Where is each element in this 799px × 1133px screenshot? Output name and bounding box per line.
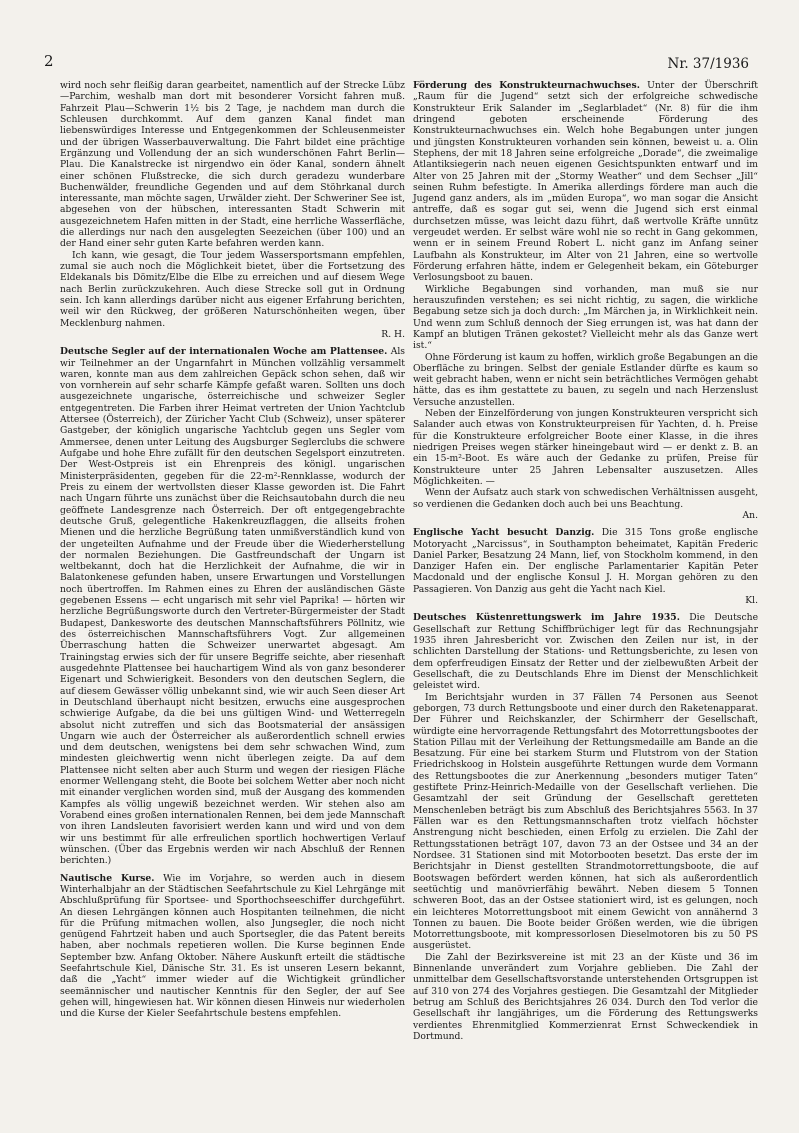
paragraph-text: R. H.: [381, 328, 405, 340]
paragraph-text: Die Deutsche Gesellschaft zur Rettung Schiffbrüchiger legt für das Rechnungsjahr 1935 ihren Jahresbericht vor. Zwischen den Zeilen nur ist, in der schlichten Darstellung der Stations- und Rettungsberichte, zu lesen von dem opferfreudigen Einsatz der Retter und der zielbewußten Arbeit der Gesellschaft, die zu Deutschlands Ehre im Dienst der Menschlichkeit geleistet wird.: [413, 612, 759, 692]
paragraph-text: Als wir Teilnehmer an der Ungarnfahrt in München vollzählig versammelt waren, konnte man aus dem zahlreichen Gepäck schon sehen, daß wir von vornherein auf sehr scharfe Kämpfe gefaßt waren. Sollten uns doch ausgezeichnete ungarische, österreichische und schweizer Segler entgegentreten. Die Farben ihrer Heimat vertreten der Union Yachtclub Attersee (Österreich), der Züricher Yacht Club (Schweiz), unser späterer Gastgeber, der königlich ungarische Yachtclub gegen uns Segler vom Ammersee, denen unter Leitung des Augsburger Seglerclubs die schwere Aufgabe und hohe Ehre zufällt für den deutschen Segelsport einzutreten. Der West-Ostpreis ist ein Ehrenpreis des königl. ungarischen Ministerpräsidenten, gegeben für die 22-m²-Rennklasse, wodurch der Preis zu einem der wertvollsten dieser Klasse geworden ist. Die Fahrt nach Ungarn führte uns zunächst über die Reichsautobahn durch die neu geöffnete Landesgrenze nach Österreich. Der oft entgegengebrachte deutsche Gruß, gelegentliche Hakenkreuzflaggen, die allseits frohen Mienen und die herzliche Begrüßung taten unmißverständlich kund von der ungeteilten Aufnahme und der Freude über die Wiederherstellung der normalen Beziehungen. Die Gastfreundschaft der Ungarn ist weltbekannt, doch hat die Herzlichkeit der Aufnahme, die wir in Balatonkenese gefunden haben, unsere Erwartungen und Vorstellungen noch übertroffen. Im Rahmen eines zu Ehren der ausländischen Gäste gegebenen Essens — echt ungarisch mit sehr viel Paprika! — hörten wir herzliche Begrüßungsworte durch den Vertreter-Bürgermeister der Stadt Budapest, Dankesworte des deutschen Mannschaftsführers Pöllnitz, wie des österreichischen Mannschaftsführers Vogt. Zur allgemeinen Überraschung hatten die Schweizer unerwartet abgesagt. Am Trainingstag erwies sich der für unsere Begriffe seichte, aber riesenhaft ausgedehnte Plattensee bei hauchartigem Wind als von ganz besonderer Eigenart und Schwierigkeit. Besonders von den deutschen Seglern, die auf diesem Gewässer völlig unbekannt sind, wie wir auch Seen dieser Art in Deutschland überhaupt nicht besitzen, erwuchs eine ausgesprochen schwierige Aufgabe, da die bei uns gültigen Wind- und Wetterregeln absolut nicht zutreffen und sich das Bootsmaterial der ansässigen Ungarn wie auch der Österreicher als außerordentlich schnell erwies und dem deutschen, wenigstens bei dem sehr schwachen Wind, zum mindesten gleichwertig wenn nicht überlegen zeigte. Da auf dem Plattensee nicht selten aber auch Sturm und wegen der riesigen Fläche enormer Wellengang steht, die Boote bei solchem Wetter aber noch nicht mit einander verglichen worden sind, muß der Ausgang des kommenden Kampfes als völlig ungewiß bezeichnet werden. Wir stehen also am Vorabend eines großen internationalen Rennen, bei dem jede Mannschaft von ihren Landsleuten favorisiert werden kann und wird und von dem wir uns bestimmt für alle erfreulichen sportlich hochwertigen Verlauf wünschen. (Über das Ergebnis werden wir nach Abschluß der Rennen berichten.): [60, 346, 406, 867]
paragraph: [413, 284, 758, 352]
author-initials: [60, 329, 405, 340]
paragraph: [413, 80, 758, 284]
paragraph-text: Neben der Einzelförderung von jungen Konstrukteuren verspricht sich Salander auch etwas von Konstrukteurpreisen für Yachten, d. h. Preise für die Konstrukteure erfolgreicher Boote einer Klasse, in die ihres niedrigen Preises wegen stärker hineingebaut wird — er denkt z. B. an ein 15-m²-Boot. Es wäre auch der Gedanke zu prüfen, Preise für Konstrukteure unter 25 Jahren Lebensalter auszusetzen. Alles Möglichkeiten. —: [413, 408, 758, 487]
paragraph: [60, 346, 405, 866]
paragraph: [60, 873, 405, 1020]
section-heading: Deutsche Segler auf der internationalen Woche am Plattensee.: [60, 346, 388, 358]
paragraph: [413, 692, 758, 952]
section-heading: Nautische Kurse.: [60, 872, 155, 884]
author-initials: [413, 510, 758, 521]
paragraph: [413, 527, 758, 595]
paragraph-text: Die 315 Tons große englische Motoryacht „Narcissus“, in Southampton beheimatet, Kapitän Frederic Daniel Parker, Besatzung 24 Mann, lief, von Stockholm kommend, in den Danziger Hafen ein. Der englische Parlamentarier Kapitän Peter Macdonald und der englische Konsul J. H. Morgan gehören zu den Passagieren. Von Danzig aus geht die Yacht nach Kiel.: [413, 527, 759, 595]
paragraph: [413, 487, 758, 510]
section-heading: Englische Yacht besucht Danzig.: [413, 527, 595, 539]
paragraph: [413, 952, 758, 1043]
paragraph-text: Unter der Überschrift „Raum für die Jugend“ setzt sich der erfolgreiche schwedische Konstrukteur Erik Salander im „Seglarbladet“ (Nr. 8) für die ihm dringend geboten erscheinende Förderung des Konstrukteurnachwuchses ein. Welch hohe Begabungen unter jungen und jüngsten Konstrukteuren vorhanden sein können, beweist u. a. Olin Stephens, der mit 18 Jahren seine erfolgreiche „Dorade“, die zweimalige Atlantiksiegerin nach neuen eigenen Gesichtspunkten entwarf und im Alter von 25 Jahren mit der „Stormy Weather“ und dem Sechser „Jill“ seinen Ruhm befestigte. In Amerika allerdings fördere man auch die Jugend ganz anders, als im „müden Europa“, wo man sogar die Ansicht antreffe, daß es sogar gut sei, wenn die Jugend sich erst einmal durchsetzen müsse, was leicht dazu führt, daß wertvolle Kräfte unnütz vergeudet werden. Er selbst wäre wohl nie so recht in Gang gekommen, wenn er in seinem Freund Robert L. nicht ganz im Anfang seiner Laufbahn als Konstrukteur, im Alter von 21 Jahren, eine so wertvolle Förderung erfahren hätte, indem er Gelegenheit bekam, ein Göteburger Verlosungsboot zu bauen.: [413, 80, 758, 284]
paragraph: [413, 408, 758, 487]
paragraph-text: Die Zahl der Bezirksvereine ist mit 23 an der Küste und 36 im Binnenlande unverändert zum Vorjahre geblieben. Die Zahl der unmittelbar dem Gesellschaftsvorstande unterstehenden Ortsgruppen ist auf 310 von 274 des Vorjahres gestiegen. Die Gesamtzahl der Mitglieder betrug am Schluß des Berichtsjahres 26 034. Durch den Tod verlor die Gesellschaft ihr langjähriges, um die Förderung des Rettungswerks verdientes Ehrenmitglied Kommerzienrat Ernst Schweckendiek in Dortmund.: [413, 951, 758, 1042]
author-initials: [413, 595, 758, 606]
paragraph: [413, 612, 758, 691]
paragraph: [413, 352, 758, 409]
paragraph: [60, 80, 405, 250]
paragraph-text: Wirkliche Begabungen sind vorhanden, man muß sie nur herauszufinden verstehen; es sei nicht richtig, zu sagen, die wirkliche Begabung setze sich ja doch durch: „Im Märchen ja, in Wirklichkeit nein. Und wenn zum Schluß dennoch der Sieg errungen ist, was hat dann der Kampf an blutigen Tränen gekostet? Vielleicht mehr als das Ganze wert ist.“: [413, 283, 758, 352]
paragraph-text: Wenn der Aufsatz auch stark von schwedischen Verhältnissen ausgeht, so verdienen die Gedanken doch auch bei uns Beachtung.: [413, 487, 758, 510]
paragraph-text: Im Berichtsjahr wurden in 37 Fällen 74 Personen aus Seenot geborgen, 73 durch Rettungsboote und einer durch den Raketenapparat. Der Führer und Reichskanzler, der Schirmherr der Gesellschaft, würdigte eine hervorragende Rettungsfahrt des Motorrettungsbootes der Station Pillau mit der Verleihung der Rettungsmedaille am Bande an die Besatzung. Für eine bei starkem Sturm und Flutstrom von der Station Friedrichskoog in Holstein ausgeführte Rettungen wurde dem Vormann des Rettungsbootes die zur Anerkennung „besonders mutiger Taten“ gestiftete Prinz-Heinrich-Medaille von der Gesellschaft verliehen. Die Gesamtzahl der seit Gründung der Gesellschaft geretteten Menschenleben beträgt bis zum Abschluß des Berichtsjahres 5563. In 37 Fällen war es den Rettungsmannschaften trotz vielfach höchster Anstrengung nicht beschieden, einen Erfolg zu erzielen. Die Zahl der Rettungsstationen beträgt 107, davon 73 an der Ostsee und 34 an der Nordsee. 31 Stationen sind mit Motorbooten besetzt. Das erste der im Berichtsjahr in Dienst gestellten Strandmotorrettungsboote, die auf Bootswagen befördert werden können, hat sich als außerordentlich seetüchtig und manövrierfähig bewährt. Neben diesem 5 Tonnen schweren Boot, das an der Ostsee stationiert wird, ist es gelungen, noch ein leichteres Motorrettungsboot mit einem Gewicht von annähernd 3 Tonnen zu bauen. Die Boote beider Größen werden, wie die übrigen Motorrettungsboote, mit kompressorlosen Dieselmotoren bis zu 50 PS ausgerüstet.: [413, 691, 758, 952]
section-heading: Förderung des Konstrukteurnachwuchses.: [413, 80, 640, 91]
right-column: [413, 80, 758, 1042]
section-heading: Deutsches Küstenrettungswerk im Jahre 1935.: [413, 612, 680, 624]
paragraph-text: wird noch sehr fleißig daran gearbeitet, namentlich auf der Strecke Lübz—Parchim, weshalb man dort mit besonderer Vorsicht fahren muß. Fahrzeit Plau—Schwerin 1½ bis 2 Tage, je nachdem man durch die Schleusen durchkommt. Auf dem ganzen Kanal findet man liebenswürdiges Interesse und Entgegenkommen der Schleusenmeister und der übrigen Wasserbauverwaltung. Die Fahrt bildet eine prächtige Ergänzung und Vollendung der an sich wunderschönen Fahrt Berlin—Plau. Die Kanalstrecke ist nirgendwo ein öder Kanal, sondern ähnelt einer schönen Flußstrecke, die sich durch geradezu wunderbare Buchenwälder, freundliche Gegenden und auf dem Stöhrkanal durch interessante, man möchte sagen, Urwälder zieht. Der Schweriner See ist, abgesehen von der hübschen, interessanten Stadt Schwerin mit ausgezeichnetem Hafen mitten in der Stadt, eine herrliche Wasserfläche, die allerdings nur nach den ausgelegten Seezeichen (über 100) und an der Hand einer sehr guten Karte befahren werden kann.: [60, 80, 405, 250]
paragraph-text: Wie im Vorjahre, so werden auch in diesem Winterhalbjahr an der Städtischen Seefahrtschule zu Kiel Lehrgänge mit Abschlußprüfung für Sportsee- und Sporthochseeschiffer durchgeführt. An diesen Lehrgängen können auch Hospitanten teilnehmen, die nicht für die Prüfung mitmachen wollen, also Jungsegler, die noch nicht genügend Fahrtzeit haben und auch Sportsegler, die das Patent bereits haben, aber nochmals repetieren wollen. Die Kurse beginnen Ende September bzw. Anfang Oktober. Nähere Auskunft erteilt die städtische Seefahrtschule Kiel, Dänische Str. 31. Es ist unseren Lesern bekannt, daß die „Yacht“ immer wieder auf die Wichtigkeit gründlicher seemännischer und nautischer Kenntnis für den Segler, der auf See gehen will, hingewiesen hat. Wir können diesen Hinweis nur wiederholen und die Kurse der Kieler Seefahrtschule bestens empfehlen.: [60, 872, 405, 1020]
paragraph-text: Kl.: [745, 595, 758, 607]
page-number: 2: [44, 52, 54, 70]
paragraph: [60, 250, 405, 329]
issue-number: Nr. 37/1936: [667, 56, 749, 72]
paragraph-text: Ich kann, wie gesagt, die Tour jedem Wassersportsmann empfehlen, zumal sie auch noch die Möglichkeit bietet, über die Fortsetzung des Eldekanals bis Dömitz/Elbe die Elbe zu erreichen und auf diesem Wege nach Berlin zurückzukehren. Auch diese Strecke soll gut in Ordnung sein. Ich kann allerdings darüber nicht aus eigener Erfahrung berichten, weil wir den Rückweg, der größeren Naturschönheiten wegen, über Mecklenburg nahmen.: [60, 249, 405, 329]
paragraph-text: An.: [742, 509, 758, 521]
paragraph-text: Ohne Förderung ist kaum zu hoffen, wirklich große Begabungen an die Oberfläche zu bringen. Selbst der geniale Estlander dürfte es kaum so weit gebracht haben, wenn er nicht sein beträchtliches Vermögen gehabt hätte, das es ihm gestattete zu bauen, zu segeln und nach Herzenslust Versuche anzustellen.: [413, 351, 758, 408]
left-column: [60, 80, 405, 1020]
